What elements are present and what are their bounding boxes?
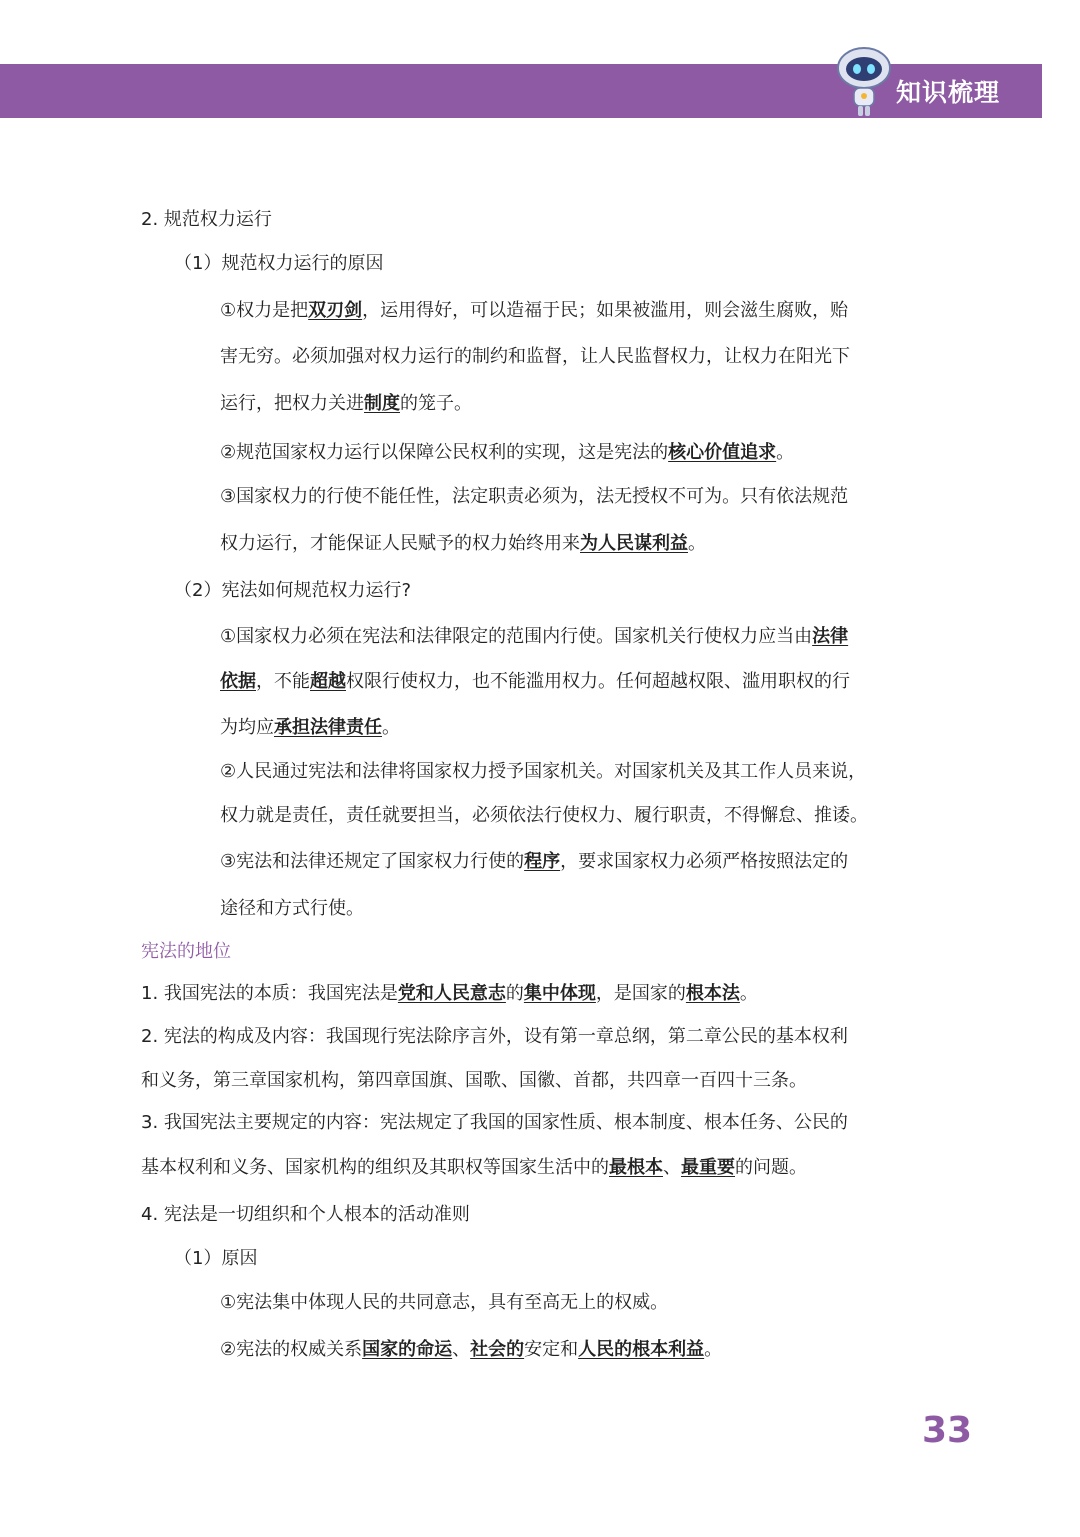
paragraph-line: 3. 我国宪法主要规定的内容：宪法规定了我国的国家性质、根本制度、根本任务、公民的 [141, 1112, 848, 1133]
subheading-2-1: （1）规范权力运行的原因 [174, 253, 384, 274]
paragraph-line: ③宪法和法律还规定了国家权力行使的程序，要求国家权力必须严格按照法定的 [220, 851, 849, 872]
subheading-4-1: （1）原因 [174, 1248, 258, 1269]
key-term: 依据 [220, 671, 256, 692]
key-term: 最根本 [609, 1157, 663, 1178]
paragraph-line: ①宪法集中体现人民的共同意志，具有至高无上的权威。 [220, 1292, 669, 1313]
paragraph-line: ②宪法的权威关系国家的命运、社会的安定和人民的根本利益。 [220, 1339, 723, 1360]
key-term: 制度 [364, 393, 400, 414]
key-term: 国家的命运 [362, 1339, 453, 1360]
key-term: 人民的根本利益 [578, 1339, 705, 1360]
paragraph-line: 2. 宪法的构成及内容：我国现行宪法除序言外，设有第一章总纲，第二章公民的基本权利 [141, 1026, 848, 1047]
key-term: 根本法 [685, 983, 740, 1004]
paragraph-line: 为均应承担法律责任。 [220, 717, 400, 738]
heading-2: 2. 规范权力运行 [141, 209, 272, 230]
paragraph-line: 依据，不能超越权限行使权力，也不能滥用权力。任何超越权限、滥用职权的行 [220, 671, 850, 692]
key-term: 法律 [812, 626, 849, 647]
paragraph-line: 途径和方式行使。 [220, 898, 364, 919]
header-title: 知识梳理 [896, 78, 1001, 107]
key-term: 承担法律责任 [274, 717, 382, 738]
key-term: 党和人民意志 [397, 983, 506, 1004]
paragraph-line: ③国家权力的行使不能任性，法定职责必须为，法无授权不可为。只有依法规范 [220, 486, 849, 507]
paragraph-line: 权力就是责任，责任就要担当，必须依法行使权力、履行职责，不得懈怠、推诿。 [220, 805, 868, 826]
paragraph-line: 基本权利和义务、国家机构的组织及其职权等国家生活中的最根本、最重要的问题。 [141, 1157, 807, 1178]
key-term: 为人民谋利益 [580, 533, 688, 554]
section-title: 宪法的地位 [141, 941, 231, 962]
key-term: 双刃剑 [308, 300, 363, 321]
paragraph-line: 运行，把权力关进制度的笼子。 [220, 393, 472, 414]
page-number: 33 [922, 1410, 973, 1451]
heading-4: 4. 宪法是一切组织和个人根本的活动准则 [141, 1204, 470, 1225]
key-term: 超越 [310, 671, 346, 692]
paragraph-line: ①权力是把双刃剑，运用得好，可以造福于民；如果被滥用，则会滋生腐败，贻 [220, 300, 849, 321]
paragraph-line: ①国家权力必须在宪法和法律限定的范围内行使。国家机关行使权力应当由法律 [220, 626, 849, 647]
paragraph-line: 权力运行，才能保证人民赋予的权力始终用来为人民谋利益。 [220, 533, 706, 554]
key-term: 社会的 [470, 1339, 525, 1360]
key-term: 最重要 [681, 1157, 735, 1178]
paragraph-line: ②规范国家权力运行以保障公民权利的实现，这是宪法的核心价值追求。 [220, 442, 795, 463]
key-term: 程序 [524, 851, 561, 872]
paragraph-line: 1. 我国宪法的本质：我国宪法是党和人民意志的集中体现，是国家的根本法。 [141, 983, 758, 1004]
key-term: 核心价值追求 [668, 442, 777, 463]
paragraph-line: 和义务，第三章国家机构，第四章国旗、国歌、国徽、首都，共四章一百四十三条。 [141, 1070, 807, 1091]
subheading-2-2: （2）宪法如何规范权力运行? [174, 580, 412, 601]
key-term: 集中体现 [523, 983, 596, 1004]
paragraph-line: ②人民通过宪法和法律将国家权力授予国家机关。对国家机关及其工作人员来说， [220, 761, 867, 782]
paragraph-line: 害无穷。必须加强对权力运行的制约和监督，让人民监督权力，让权力在阳光下 [220, 346, 850, 367]
